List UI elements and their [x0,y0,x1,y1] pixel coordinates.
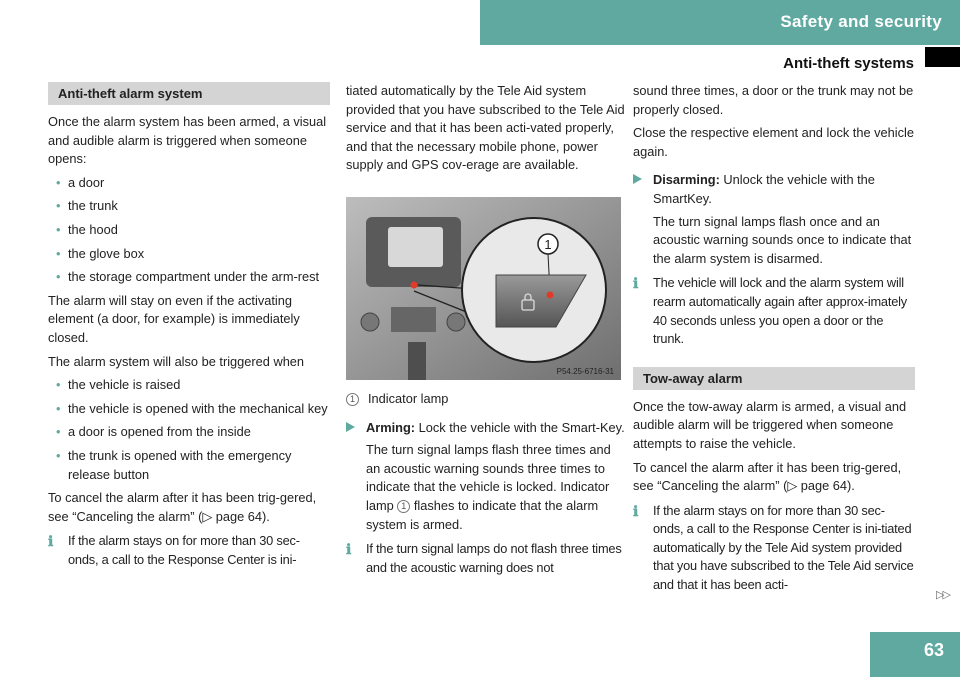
list-item: • a door is opened from the inside [48,423,330,442]
callout-number-badge: 1 [397,500,410,513]
indicator-lamp-small [411,281,418,288]
image-code: P54.25-6716-31 [556,366,614,376]
paragraph-intro: Once the alarm system has been armed, a visual and audible alarm is triggered when someone opens: [48,114,327,167]
step-detail [366,441,628,534]
gear-lever [408,342,426,380]
info-icon: ℹ [633,275,639,292]
dashboard-photo [346,197,621,380]
step-detail-text: flashes to indicate that the alarm system is armed. [366,497,599,532]
section-title: Safety and security [780,12,942,31]
paragraph-tow-intro: Once the tow-away alarm is armed, a visual and audible alarm will be triggered when someone attempts to raise the vehicle. [633,398,907,451]
callout-indicator [346,390,628,409]
thumb-index-mark [925,47,960,67]
step-label: Disarming: [653,172,720,188]
step-body [653,171,915,208]
info-text: If the alarm stays on for more than 30 sec-onds, a call to the Response Center is ini-tiated automatically by the Tele Aid system provided that you have subscribed to the Tele Aid service and that it has been acti- [653,502,914,593]
info-note [346,540,628,577]
list-item: • the vehicle is opened with the mechanical key [48,400,330,419]
step-arrow-icon [346,422,355,432]
info-icon: ℹ [346,541,352,558]
column-3 [633,82,915,600]
page-number-box [870,632,960,677]
list-item: • the storage compartment under the arm-rest [48,268,330,287]
step-arrow-icon [633,174,642,184]
list-item: • the vehicle is raised [48,376,330,395]
info-text: If the turn signal lamps do not flash three times and the acoustic warning does not [366,541,622,575]
paragraph-also: The alarm system will also be triggered when [48,353,305,369]
paragraph-continued: sound three times, a door or the trunk may not be properly closed. [633,83,914,117]
step-detail: The turn signal lamps flash once and an acoustic warning sounds once to indicate that the alarm system is disarmed. [653,213,912,266]
callout-number: 1 [544,236,552,252]
heading-anti-theft: Anti-theft alarm system [48,82,330,105]
list-item: • the trunk is opened with the emergency release button [48,447,330,484]
paragraph-stay-on: The alarm will stay on even if the activating element (a door, for example) is immediately closed. [48,292,300,345]
continue-marker: ▷▷ [936,589,949,601]
info-note [48,532,330,569]
knob [447,313,465,331]
list-item: • a door [48,174,330,193]
column-2 [346,82,628,582]
knob [361,313,379,331]
info-text: If the alarm stays on for more than 30 sec-onds, a call to the Response Center is ini- [68,533,300,567]
step-body [366,419,628,438]
list-item: • the hood [48,221,330,240]
display-screen [388,227,443,267]
step-detail-text: The turn signal lamps flash three times and an acoustic warning sounds three times to indicate that the vehicle is locked. Indicator lamp [366,442,611,513]
callout-number-badge: 1 [346,393,359,406]
trigger-list [48,174,330,287]
list-item: • the trunk [48,197,330,216]
callout-label: Indicator lamp [368,390,449,406]
info-icon: ℹ [48,533,54,550]
page-number: 63 [923,640,944,660]
paragraph-tow-cancel: To cancel the alarm after it has been trig-gered, see “Canceling the alarm” (▷ page 64). [633,459,902,494]
step-label: Arming: [366,419,416,435]
column-1 [48,82,330,574]
step-text: Unlock the vehicle with the SmartKey. [653,172,875,206]
step-arming [346,419,628,535]
step-disarming [633,171,915,268]
paragraph-cancel: To cancel the alarm after it has been trig-gered, see “Canceling the alarm” (▷ page 64). [48,490,317,524]
indicator-lamp [547,291,554,298]
subsection-title: Anti-theft systems [783,55,914,72]
climate-panel [391,307,436,332]
paragraph-close: Close the respective element and lock the vehicle again. [633,125,914,159]
section-tab [480,0,960,45]
info-icon: ℹ [633,502,639,519]
info-note [633,502,915,595]
also-trigger-list [48,376,330,484]
paragraph-continued: tiated automatically by the Tele Aid system provided that you have subscribed to the Tele Aid service and that it has been acti-vated properly, and that the necessary mobile phone, power supply and GPS cov-erage are available. [346,83,625,173]
heading-tow-away: Tow-away alarm [633,367,915,390]
list-item: • the glove box [48,245,330,264]
info-text: The vehicle will lock and the alarm system will rearm automatically again after approx-imately 40 seconds unless you open a door or the trunk. [653,275,907,347]
step-text: Lock the vehicle with the Smart-Key. [418,419,625,435]
info-note [633,274,915,348]
